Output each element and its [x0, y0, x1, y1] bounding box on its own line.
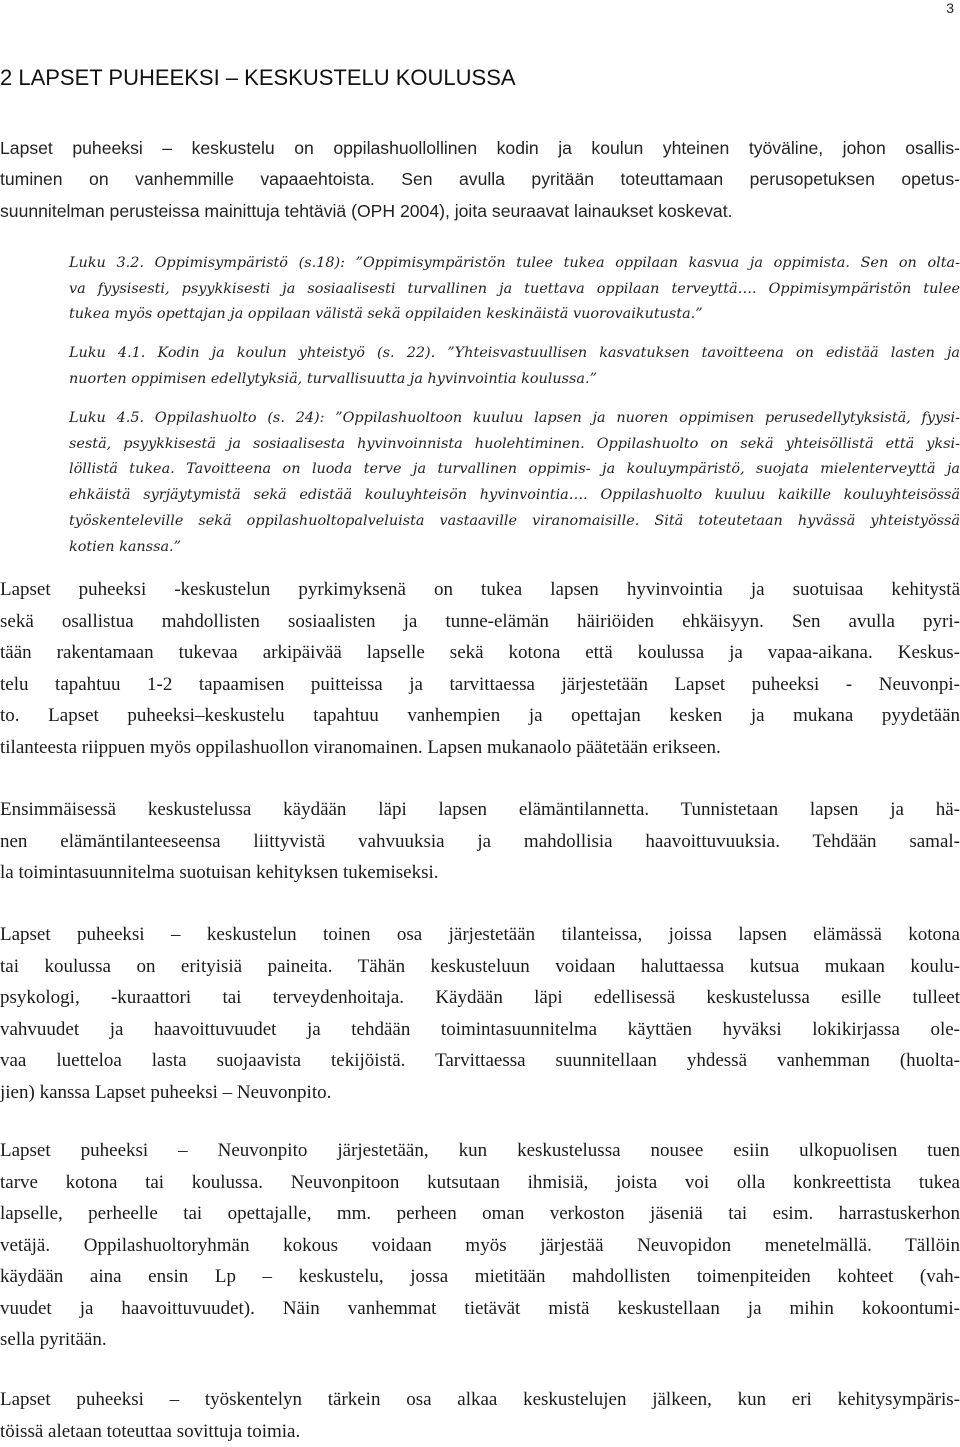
- quote-line: kotien kanssa.”: [69, 535, 960, 561]
- quote-block-oppimisymparisto: [69, 251, 960, 328]
- text-line: vaa luetteloa lasta suojaavista tekijöistä. Tarvittaessa suunnitellaan yhdessä vanhemman (huolta-: [0, 1045, 960, 1077]
- text-line: tuminen on vanhemmille vapaaehtoista. Sen avulla pyritään toteuttamaan perusopetuksen opetus-: [0, 164, 960, 195]
- text-line: jien) kanssa Lapset puheeksi – Neuvonpito.: [0, 1077, 960, 1109]
- quote-line: va fyysisesti, psyykkisesti ja sosiaalisesti turvallinen ja tuettava oppilaan terveyttä…. Oppimisympäristön tulee: [69, 277, 960, 303]
- text-line: tään rakentamaan tukevaa arkipäivää lapselle sekä kotona että koulussa ja vapaa-aikana. Keskus-: [0, 637, 960, 669]
- text-line: suunnitelman perusteissa mainittuja tehtäviä (OPH 2004), joita seuraavat lainaukset koskevat.: [0, 196, 960, 227]
- quote-line: ehkäistä syrjäytymistä sekä edistää kouluyhteisön hyvinvointia…. Oppilashuolto kuuluu kaikille kouluyhteisössä: [69, 483, 960, 509]
- text-line: Lapset puheeksi – keskustelu on oppilashuollollinen kodin ja koulun yhteinen työväline, johon osallis-: [0, 133, 960, 164]
- quote-block-kodin-ja-koulun-yhteistyo: [69, 341, 960, 392]
- text-line: Lapset puheeksi -keskustelun pyrkimyksenä on tukea lapsen hyvinvointia ja suotuisaa kehitystä: [0, 574, 960, 606]
- text-line: käydään aina ensin Lp – keskustelu, jossa mietitään mahdollisten toimenpiteiden kohteet (vah-: [0, 1261, 960, 1293]
- text-line: Lapset puheeksi – keskustelun toinen osa järjestetään tilanteissa, joissa lapsen elämässä kotona: [0, 919, 960, 951]
- quote-line: löllistä tukea. Tavoitteena on luoda terve ja turvallinen oppimis- ja kouluympäristö, suojata mielenterveyttä ja: [69, 457, 960, 483]
- body-paragraph: [0, 1384, 960, 1447]
- body-paragraph: [0, 1135, 960, 1356]
- text-line: telu tapahtuu 1-2 tapaamisen puitteissa ja tarvittaessa järjestetään Lapset puheeksi - Neuvonpi-: [0, 669, 960, 701]
- quote-block-oppilashuolto: [69, 406, 960, 560]
- quote-line: nuorten oppimisen edellytyksiä, turvallisuutta ja hyvinvointia koulussa.”: [69, 367, 960, 393]
- body-paragraph: [0, 919, 960, 1108]
- text-line: tarve kotona tai koulussa. Neuvonpitoon kutsutaan ihmisiä, joista voi olla konkreettista tukea: [0, 1167, 960, 1199]
- text-line: tilanteesta riippuen myös oppilashuollon viranomainen. Lapsen mukanaolo päätetään erikseen.: [0, 732, 960, 764]
- quote-line: Luku 4.1. Kodin ja koulun yhteistyö (s. 22). ”Yhteisvastuullisen kasvatuksen tavoitteena on edistää lasten ja: [69, 341, 960, 367]
- quote-line: työskenteleville sekä oppilashuoltopalveluista vastaaville viranomaisille. Sitä toteutetaan hyvässä yhteistyössä: [69, 509, 960, 535]
- text-line: Ensimmäisessä keskustelussa käydään läpi lapsen elämäntilannetta. Tunnistetaan lapsen ja hä-: [0, 794, 960, 826]
- quote-line: tukea myös opettajan ja oppilaan välistä sekä oppilaiden keskinäistä vuorovaikutusta.”: [69, 302, 960, 328]
- text-line: töissä aletaan toteuttaa sovittuja toimia.: [0, 1416, 960, 1447]
- text-line: vetäjä. Oppilashuoltoryhmän kokous voidaan myös järjestää Neuvopidon menetelmällä. Tällöin: [0, 1230, 960, 1262]
- page-number: 3: [946, 0, 954, 16]
- text-line: to. Lapset puheeksi–keskustelu tapahtuu vanhempien ja opettajan kesken ja mukana pyydetään: [0, 700, 960, 732]
- text-line: vuudet ja haavoittuvuudet). Näin vanhemmat tietävät mistä keskustellaan ja mihin kokoontumi-: [0, 1293, 960, 1325]
- text-line: psykologi, -kuraattori tai terveydenhoitaja. Käydään läpi edellisessä keskustelussa esille tulleet: [0, 982, 960, 1014]
- quote-line: Luku 3.2. Oppimisympäristö (s.18): ”Oppimisympäristön tulee tukea oppilaan kasvua ja oppimista. Sen on olta-: [69, 251, 960, 277]
- text-line: tai koulussa on erityisiä paineita. Tähän keskusteluun voidaan haluttaessa kutsua mukaan koulu-: [0, 951, 960, 983]
- text-line: nen elämäntilanteeseensa liittyvistä vahvuuksia ja mahdollisia haavoittuvuuksia. Tehdään samal-: [0, 826, 960, 858]
- text-line: Lapset puheeksi – Neuvonpito järjestetään, kun keskustelussa nousee esiin ulkopuolisen tuen: [0, 1135, 960, 1167]
- section-heading: 2 LAPSET PUHEEKSI – KESKUSTELU KOULUSSA: [0, 64, 516, 92]
- text-line: la toimintasuunnitelma suotuisan kehityksen tukemiseksi.: [0, 857, 960, 889]
- intro-paragraph: [0, 133, 960, 227]
- text-line: sella pyritään.: [0, 1324, 960, 1356]
- text-line: sekä osallistua mahdollisten sosiaalisten ja tunne-elämän häiriöiden ehkäisyyn. Sen avulla pyri-: [0, 606, 960, 638]
- body-paragraph: [0, 794, 960, 889]
- quote-line: Luku 4.5. Oppilashuolto (s. 24): ”Oppilashuoltoon kuuluu lapsen ja nuoren oppimisen perusedellytyksistä, fyysi-: [69, 406, 960, 432]
- text-line: Lapset puheeksi – työskentelyn tärkein osa alkaa keskustelujen jälkeen, kun eri kehitysympäris-: [0, 1384, 960, 1416]
- text-line: vahvuudet ja haavoittuvuudet ja tehdään toimintasuunnitelma käyttäen hyväksi lokikirjassa ole-: [0, 1014, 960, 1046]
- body-paragraph: [0, 574, 960, 763]
- quote-line: sestä, psyykkisestä ja sosiaalisesta hyvinvoinnista huolehtiminen. Oppilashuolto on sekä yhteisöllistä että yksi-: [69, 432, 960, 458]
- text-line: lapselle, perheelle tai opettajalle, mm. perheen oman verkoston jäseniä tai esim. harrastuskerhon: [0, 1198, 960, 1230]
